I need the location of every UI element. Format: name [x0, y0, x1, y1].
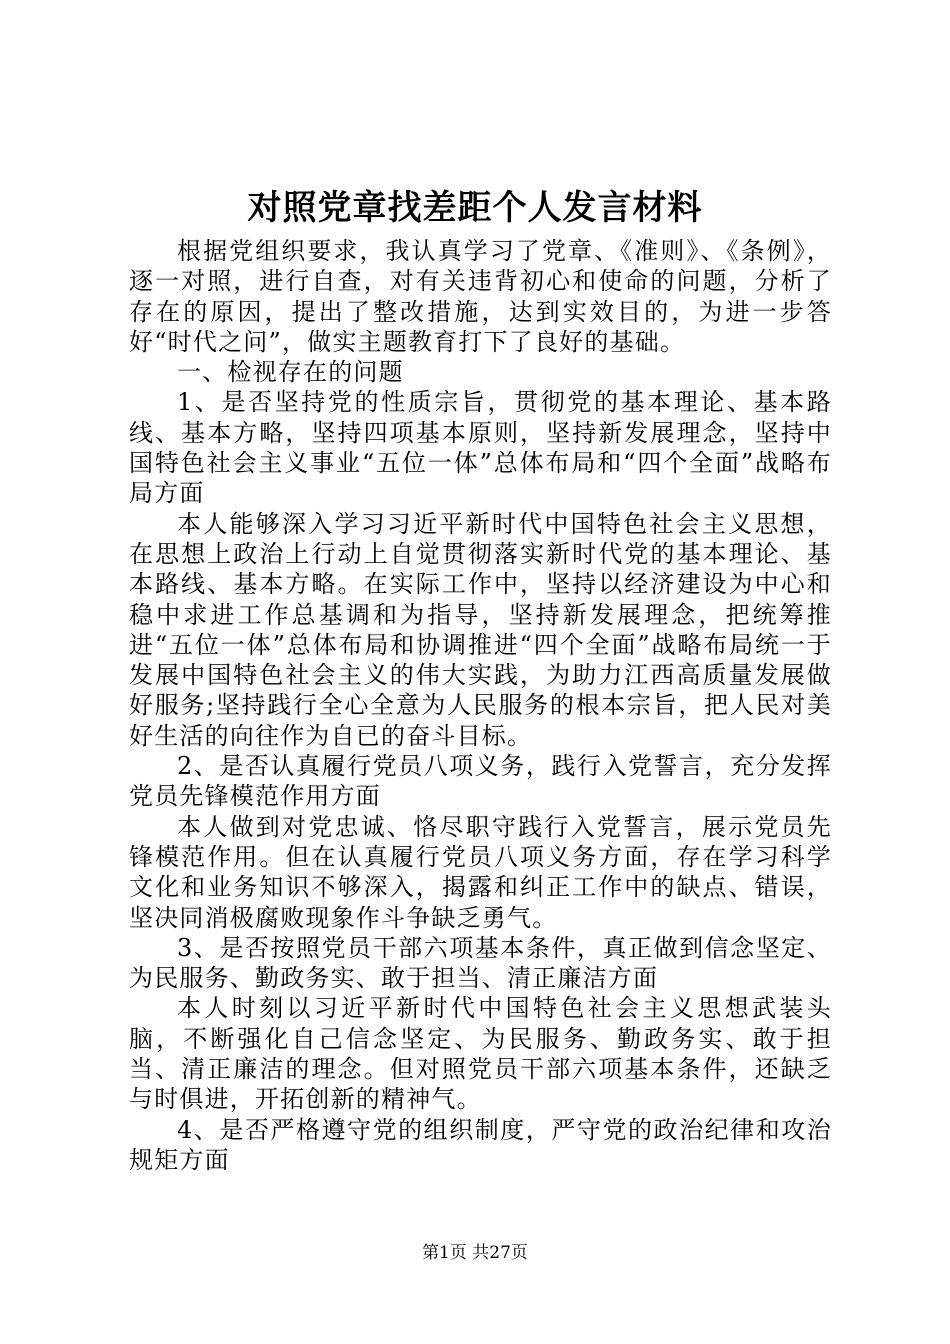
item-heading-3: 3、是否按照党员干部六项基本条件，真正做到信念坚定、为民服务、勤政务实、敢于担当、清正廉洁方面	[129, 933, 832, 993]
paragraph-intro: 根据党组织要求，我认真学习了党章、《准则》、《条例》，逐一对照，进行自查，对有关违背初心和使命的问题，分析了存在的原因，提出了整改措施，达到实效目的，为进一步答好“时代之问”，做实主题教育打下了良好的基础。	[129, 237, 832, 356]
document-body	[129, 236, 832, 1175]
document-title: 对照党章找差距个人发言材料	[247, 188, 703, 228]
item-heading-1: 1、是否坚持党的性质宗旨，贯彻党的基本理论、基本路线、基本方略，坚持四项基本原则，坚持新发展理念，坚持中国特色社会主义事业“五位一体”总体布局和“四个全面”战略布局方面	[129, 388, 832, 508]
paragraph-item-1: 本人能够深入学习习近平新时代中国特色社会主义思想，在思想上政治上行动上自觉贯彻落实新时代党的基本理论、基本路线、基本方略。在实际工作中，坚持以经济建设为中心和稳中求进工作总基调和为指导，坚持新发展理念，把统筹推进“五位一体”总体布局和协调推进“四个全面”战略布局统一于发展中国特色社会主义的伟大实践，为助力江西高质量发展做好服务;坚持践行全心全意为人民服务的根本宗旨，把人民对美好生活的向往作为自已的奋斗目标。	[129, 509, 832, 750]
section-heading: 一、检视存在的问题	[177, 358, 404, 387]
paragraph-item-3: 本人时刻以习近平新时代中国特色社会主义思想武装头脑，不断强化自己信念坚定、为民服务、勤政务实、敢于担当、清正廉洁的理念。但对照党员干部六项基本条件，还缺乏与时俱进，开拓创新的精神气。	[129, 994, 832, 1114]
page-number-footer: 第1页 共27页	[422, 1243, 528, 1263]
paragraph-item-2: 本人做到对党忠诚、恪尽职守践行入党誓言，展示党员先锋模范作用。但在认真履行党员八项义务方面，存在学习科学文化和业务知识不够深入，揭露和纠正工作中的缺点、错误，坚决同消极腐败现象作斗争缺乏勇气。	[129, 812, 832, 932]
item-heading-4: 4、是否严格遵守党的组织制度，严守党的政治纪律和攻治规矩方面	[129, 1115, 832, 1174]
item-heading-2: 2、是否认真履行党员八项义务，践行入党誓言，充分发挥党员先锋模范作用方面	[129, 752, 832, 811]
